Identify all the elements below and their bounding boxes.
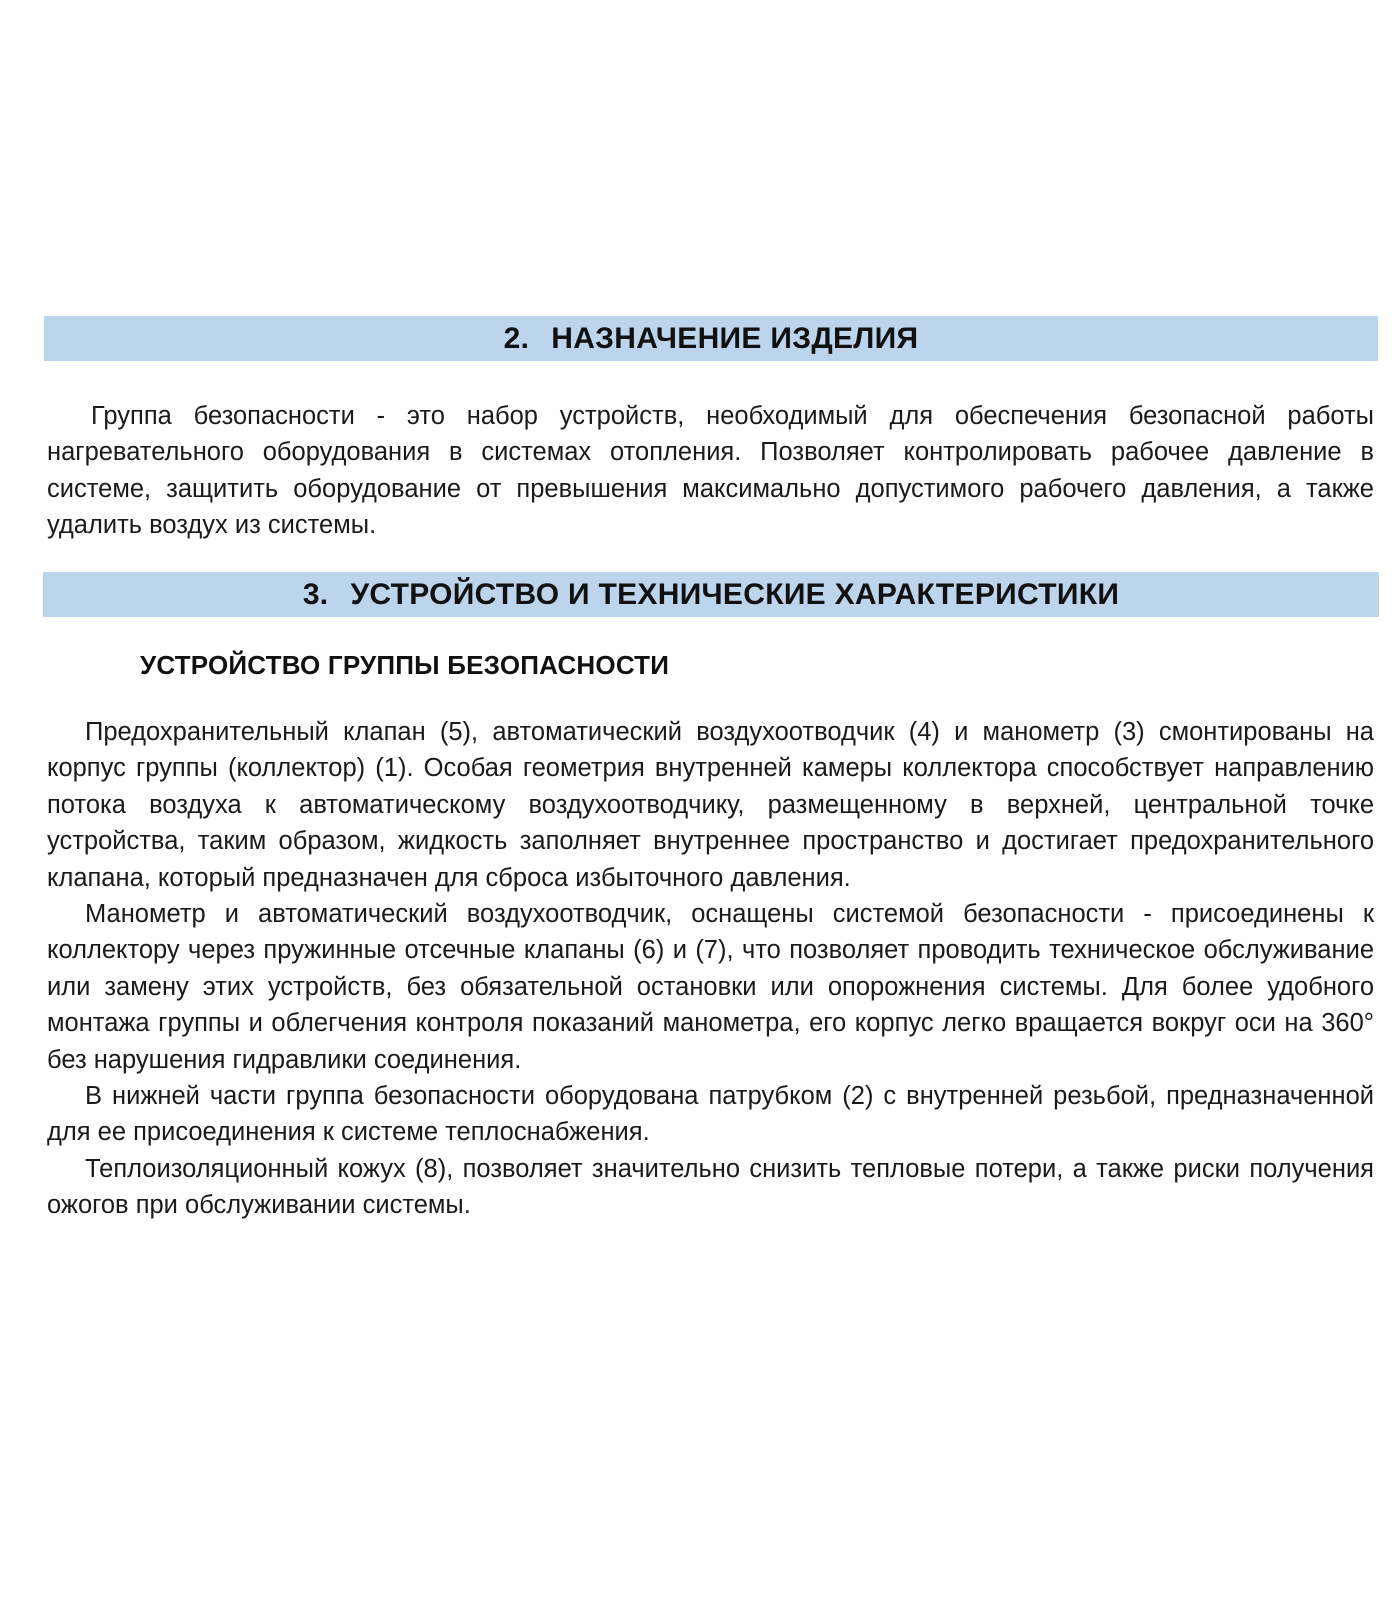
section-3-header bbox=[43, 572, 1379, 617]
section-2-body bbox=[47, 398, 1374, 544]
section-2-number: 2. bbox=[503, 321, 530, 355]
section-2-paragraph-1: Группа безопасности - это набор устройств, необходимый для обеспечения безопасной работы нагревательного оборудования в системах отопления. Позволяет контролировать рабочее давление в системе, защитить оборудование от превышения максимально допустимого рабочего давления, а также удалить воздух из системы. bbox=[47, 402, 1374, 540]
section-2-title: НАЗНАЧЕНИЕ ИЗДЕЛИЯ bbox=[551, 321, 919, 355]
section-3-number: 3. bbox=[302, 577, 329, 611]
section-2-header bbox=[44, 316, 1378, 361]
section-3-paragraph-1: Предохранительный клапан (5), автоматический воздухоотводчик (4) и манометр (3) смонтированы на корпус группы (коллектор) (1). Особая геометрия внутренней камеры коллектора способствует направлению потока воздуха к автоматическому воздухоотводчику, размещенному в верхней, центральной точке устройства, таким образом, жидкость заполняет внутреннее пространство и достигает предохранительного клапана, который предназначен для сброса избыточного давления. bbox=[47, 718, 1374, 892]
section-3-paragraph-2: Манометр и автоматический воздухоотводчик, оснащены системой безопасности - присоединены к коллектору через пружинные отсечные клапаны (6) и (7), что позволяет проводить техническое обслуживание или замену этих устройств, без обязательной остановки или опорожнения системы. Для более удобного монтажа группы и облегчения контроля показаний манометра, его корпус легко вращается вокруг оси на 360° без нарушения гидравлики соединения. bbox=[47, 900, 1374, 1074]
section-3-paragraph-3: В нижней части группа безопасности оборудована патрубком (2) с внутренней резьбой, предназначенной для ее присоединения к системе теплоснабжения. bbox=[47, 1082, 1374, 1147]
section-3-subheading: УСТРОЙСТВО ГРУППЫ БЕЗОПАСНОСТИ bbox=[140, 650, 670, 680]
section-3-body bbox=[47, 714, 1374, 1224]
section-3-paragraph-4: Теплоизоляционный кожух (8), позволяет значительно снизить тепловые потери, а также риски получения ожогов при обслуживании системы. bbox=[47, 1154, 1374, 1220]
section-3-title: УСТРОЙСТВО И ТЕХНИЧЕСКИЕ ХАРАКТЕРИСТИКИ bbox=[350, 577, 1120, 611]
